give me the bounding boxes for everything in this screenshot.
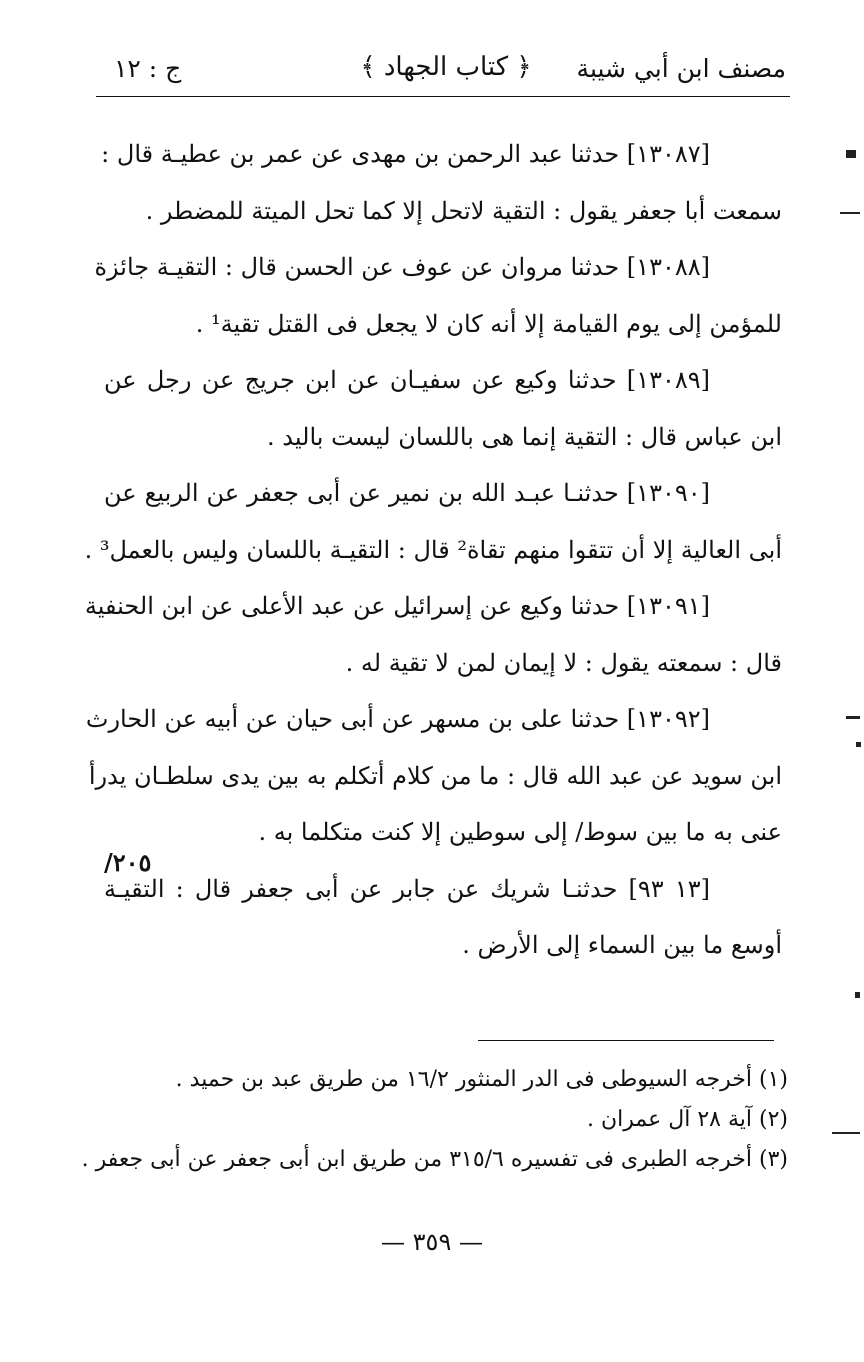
scan-speck	[855, 992, 860, 998]
footnote-divider	[478, 1040, 774, 1041]
footnote-2: (٢) آية ٢٨ آل عمران .	[587, 1107, 788, 1132]
hadith-13089	[104, 352, 782, 465]
book-title: مصنف ابن أبي شيبة	[576, 54, 786, 83]
hadith-line: [١٣٠٩٠] حدثنـا عبـد الله بن نمير عن أبى جعفر عن الربيع عن	[104, 479, 710, 507]
volume-number: ج : ١٢	[114, 54, 182, 83]
hadith-line: ابن سويد عن عبد الله قال : ما من كلام أتكلم به بين يدى سلطـان يدرأ	[88, 761, 782, 790]
hadith-line: [١٣٠٩٢] حدثنا على بن مسهر عن أبى حيان عن أبيه عن الحارث	[85, 705, 710, 733]
hadith-line: للمؤمن إلى يوم القيامة إلا أنه كان لا يجعل فى القتل تقية¹ .	[195, 309, 782, 338]
footnote-3: (٣) أخرجه الطبرى فى تفسيره ٣١٥/٦ من طريق ابن أبى جعفر عن أبى جعفر .	[81, 1147, 788, 1172]
chapter-title: ﴿ كتاب الجهاد ﴾	[360, 52, 532, 82]
hadith-line: [١٣٠٩١] حدثنا وكيع عن إسرائيل عن عبد الأعلى عن ابن الحنفية	[84, 592, 710, 620]
hadith-line: [١٣٠٨٩] حدثنا وكيع عن سفيـان عن ابن جريج عن رجل عن	[104, 366, 711, 394]
hadith-line: [١٣٠٨٧] حدثنا عبد الرحمن بن مهدى عن عمر بن عطيـة قال :	[101, 140, 710, 168]
margin-page-reference: ٢٠٥/	[104, 848, 152, 877]
scan-speck	[832, 1132, 860, 1134]
hadith-13091	[84, 578, 782, 691]
header-divider	[96, 96, 790, 97]
hadith-line: ابن عباس قال : التقية إنما هى باللسان ليست باليد .	[267, 422, 782, 451]
hadith-13093	[104, 861, 782, 974]
hadith-line: [١٣ ٩٣] حدثنـا شريك عن جابر عن أبى جعفر قال : التقيـة	[104, 874, 710, 903]
hadith-13088	[94, 239, 782, 352]
hadith-13087	[101, 126, 782, 239]
footnote-1: (١) أخرجه السيوطى فى الدر المنثور ١٦/٢ من طريق عبد بن حميد .	[175, 1067, 788, 1092]
scan-speck	[846, 716, 860, 719]
hadith-line: سمعت أبا جعفر يقول : التقية لاتحل إلا كما تحل الميتة للمضطر .	[145, 196, 782, 225]
hadith-13092	[85, 691, 782, 861]
hadith-line: [١٣٠٨٨] حدثنا مروان عن عوف عن الحسن قال : التقيـة جائزة	[94, 253, 710, 281]
hadith-line: أبى العالية إلا أن تتقوا منهم تقاة² قال : التقيـة باللسان وليس بالعمل³ .	[84, 535, 782, 564]
scan-speck	[846, 150, 856, 158]
footnotes	[81, 1060, 788, 1180]
page-number: — ٣٥٩ —	[381, 1228, 483, 1256]
hadith-line: قال : سمعته يقول : لا إيمان لمن لا تقية له .	[345, 648, 782, 677]
hadith-13090	[84, 465, 782, 578]
hadith-line: عنى به ما بين سوط/ إلى سوطين إلا كنت متكلما به .	[258, 818, 782, 846]
hadith-list	[84, 126, 782, 974]
running-header	[96, 50, 786, 94]
scan-speck	[840, 212, 860, 214]
hadith-line: أوسع ما بين السماء إلى الأرض .	[462, 931, 782, 959]
scan-speck	[856, 742, 861, 747]
